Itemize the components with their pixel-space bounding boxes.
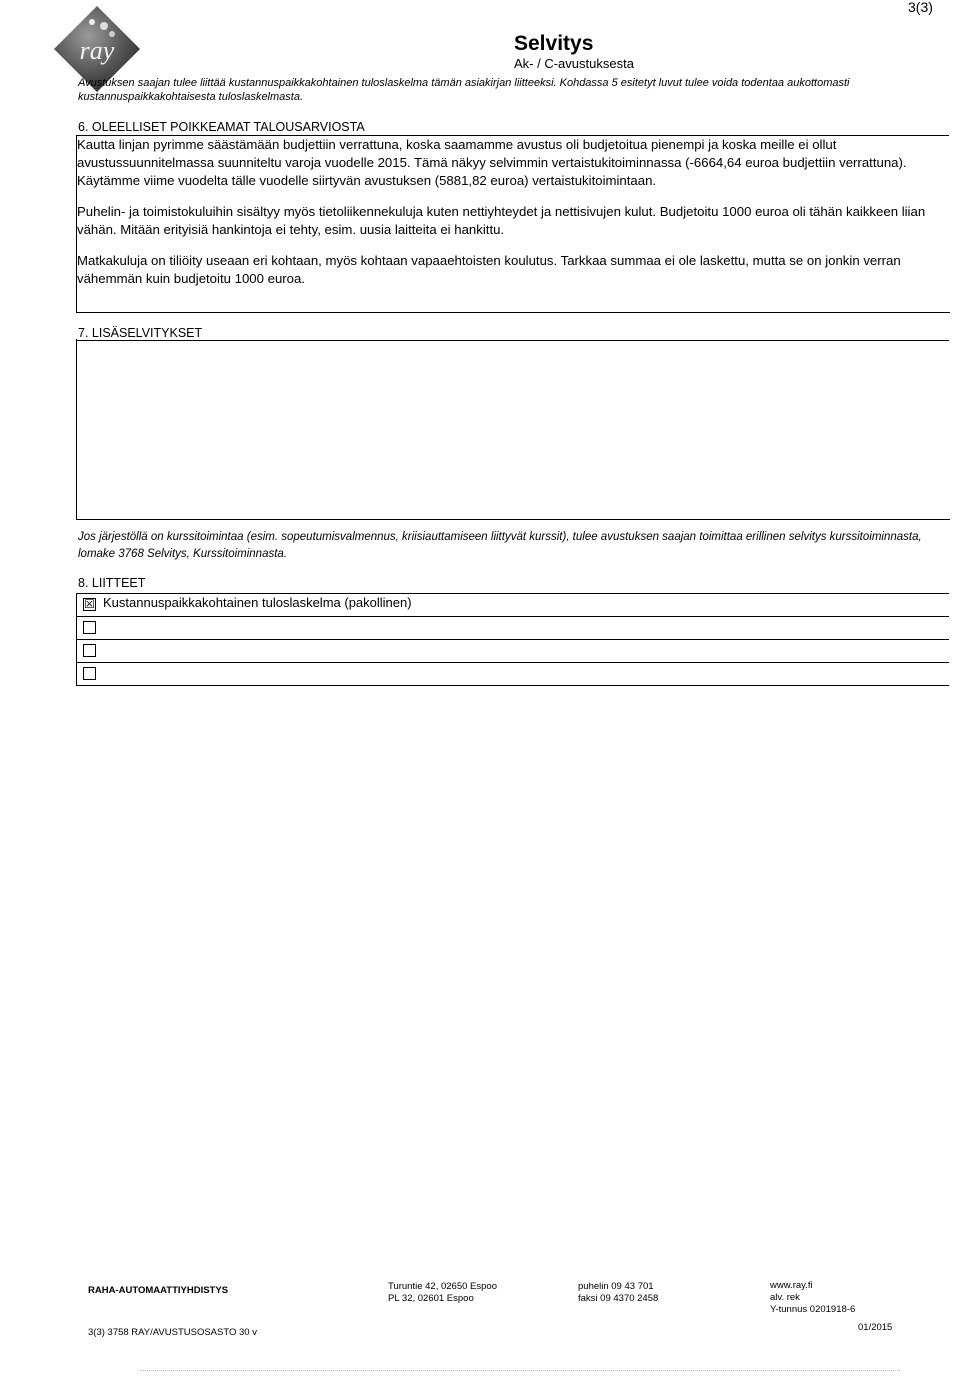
section7-input-box[interactable] bbox=[76, 339, 950, 520]
footer-org: RAHA-AUTOMAATTIYHDISTYS bbox=[88, 1285, 229, 1296]
footer-vat: alv. rek bbox=[770, 1292, 800, 1303]
attachment-checkbox[interactable] bbox=[83, 644, 96, 657]
section6-paragraph: Puhelin- ja toimistokuluihin sisältyy myös tietoliikennekuluja kuten nettiyhteydet ja nettisivujen kulut. Budjetoitu 1000 euroa oli tähän kaikkeen liian vähän. Mitään erityisiä hankintoja ei tehty, esim. uusia laitteita ei hankittu. bbox=[77, 204, 926, 237]
footer-address bbox=[388, 1281, 497, 1305]
page-number: 3(3) bbox=[908, 0, 933, 15]
attachment-row bbox=[76, 594, 949, 617]
attachment-checkbox[interactable] bbox=[83, 667, 96, 680]
attachment-checkbox[interactable]: ☒ bbox=[84, 597, 95, 611]
attachment-row bbox=[76, 617, 949, 640]
footer-contact bbox=[578, 1281, 658, 1305]
attachment-label: Kustannuspaikkakohtainen tuloslaskelma (pakollinen) bbox=[103, 595, 412, 610]
footer-phone: puhelin 09 43 701 bbox=[578, 1281, 654, 1292]
document-subtitle: Ak- / C-avustuksesta bbox=[514, 56, 634, 71]
section6-paragraph: Matkakuluja on tiliöity useaan eri kohtaan, myös kohtaan vapaaehtoisten koulutus. Tarkkaa summaa ei ole laskettu, mutta se on jonkin verran vähemmän kuin budjetoitu 1000 euroa. bbox=[77, 253, 901, 286]
attachment-row bbox=[76, 663, 949, 686]
attachment-checkbox[interactable] bbox=[83, 621, 96, 634]
bottom-scan-line bbox=[140, 1370, 900, 1372]
section8-heading: 8. LIITTEET bbox=[78, 576, 146, 590]
attachments-list bbox=[76, 594, 949, 686]
course-note: Jos järjestöllä on kurssitoimintaa (esim. sopeutumisvalmennus, kriisiauttamiseen liittyvät kurssit), tulee avustuksen saajan toimittaa erillinen selvitys kurssitoiminnasta, lomake 3768 Selvitys, Kurssitoiminnasta. bbox=[78, 531, 922, 560]
footer-fax: faksi 09 4370 2458 bbox=[578, 1293, 659, 1304]
footer-company bbox=[770, 1280, 855, 1316]
footer-form-date: 01/2015 bbox=[858, 1322, 893, 1333]
section6-heading: 6. OLEELLISET POIKKEAMAT TALOUSARVIOSTA bbox=[78, 120, 365, 134]
svg-text:ray: ray bbox=[79, 36, 115, 65]
section7-heading: 7. LISÄSELVITYKSET bbox=[78, 326, 203, 340]
footer-form-code: 3(3) 3758 RAY/AVUSTUSOSASTO 30 v bbox=[88, 1327, 257, 1338]
footer-address-line: Turuntie 42, 02650 Espoo bbox=[388, 1281, 497, 1292]
section6-text[interactable] bbox=[77, 136, 949, 301]
footer-business-id: Y-tunnus 0201918-6 bbox=[770, 1304, 856, 1315]
document-title: Selvitys bbox=[514, 32, 594, 55]
footer-web: www.ray.fi bbox=[770, 1280, 813, 1291]
attachment-row bbox=[76, 640, 949, 663]
intro-instructions: Avustuksen saajan tulee liittää kustannuspaikkakohtainen tuloslaskelma tämän asiakirjan liitteeksi. Kohdassa 5 esitetyt luvut tulee voida todentaa aukottomasti kustannuspaikkakohtaisesta tuloslaskelmasta. bbox=[78, 77, 850, 103]
footer-address-line: PL 32, 02601 Espoo bbox=[388, 1293, 474, 1304]
section6-paragraph: Kautta linjan pyrimme säästämään budjettiin verrattuna, koska saamamme avustus oli budjetoitua pienempi ja koska meille ei ollut avustussuunnitelmassa suunniteltu varoja vuodelle 2015. Tämä näkyy selvimmin vertaistukitoiminnassa (-6664,64 euroa budjettiin verrattuna). Käytämme viime vuodelta tälle vuodelle siirtyvän avustuksen (5881,82 euroa) vertaistukitoimintaan. bbox=[77, 137, 907, 188]
